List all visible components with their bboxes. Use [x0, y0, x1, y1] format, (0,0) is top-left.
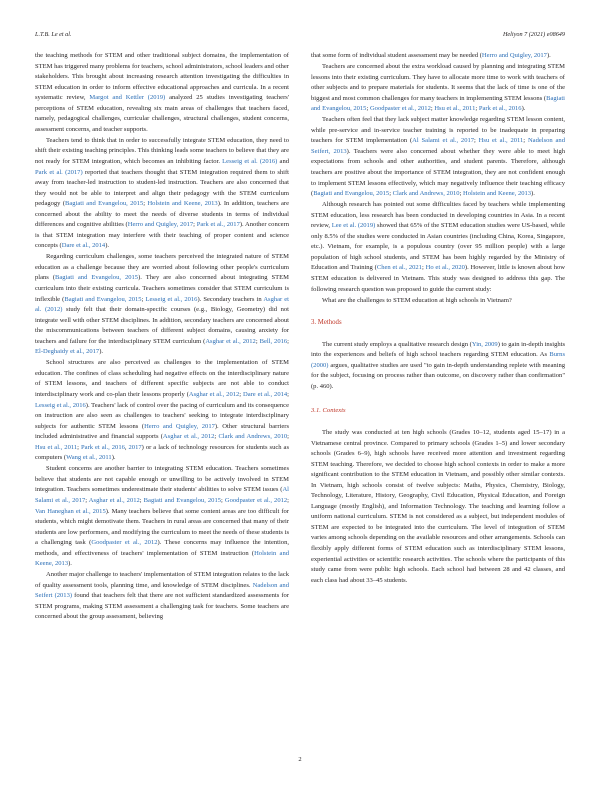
- citation-link[interactable]: Chen et al., 2021: [376, 264, 422, 272]
- citation-link[interactable]: Park et al., 2016: [81, 443, 125, 451]
- body-paragraph: The current study employs a qualitative research design (Yin, 2009) to gain in-depth insights into the experiences and beliefs of high school teachers regarding STEM education. As Burns (2000) argues, qualitative studies are used "to gain in-depth understanding replete with meaning for the subject, focusing on process rather than outcome, on discovery rather than confirmation" (p. 460).: [311, 340, 565, 390]
- citation-link[interactable]: Asghar et al., 2012: [162, 433, 215, 441]
- body-paragraph: the teaching methods for STEM and other traditional subject domains, the implementation of STEM has triggered many problems for teachers, school administrators, school leaders and other stakeholders. This brought about increasing research attention investigating the difficulties in STEM education in order to inform effective educational approaches and curricula. In a recent systematic review, Margot and Kettler (2019) analyzed 25 studies investigating teachers' perceptions of STEM education, revealing six main areas of challenges that teachers faced, namely, pedagogical challenges, curricular challenges, structural challenges, student concerns, assessment concerns, and teacher supports.: [35, 52, 289, 133]
- citation-link[interactable]: Hsu et al., 2011: [478, 137, 524, 145]
- citation-link[interactable]: Bagiati and Evangelou, 2015: [313, 190, 390, 198]
- running-head: [35, 31, 565, 43]
- citation-link[interactable]: Goodpaster et al., 2012: [224, 496, 288, 504]
- citation-link[interactable]: Holstein and Keene, 2013: [35, 549, 289, 568]
- citation-link[interactable]: Bagiati and Evangelou, 2015: [65, 200, 144, 208]
- body-paragraph: that some form of individual student assessment may be needed (Herro and Quigley, 2017).: [311, 52, 551, 59]
- contexts-body: [311, 428, 565, 586]
- citation-link[interactable]: Park et al., 2016: [478, 105, 522, 113]
- citation-link[interactable]: Asghar et al., 2012: [205, 337, 256, 345]
- methods-body: [311, 340, 565, 393]
- subsection-heading-contexts: 3.1. Contexts: [311, 407, 346, 415]
- citation-link[interactable]: Nadelson and Seifert (2013): [35, 581, 289, 600]
- body-paragraph: The study was conducted at ten high schools (Grades 10–12, students aged 15–17) in a Vietnamese central province. Compared to primary schools (Grades 1–5) and lower secondary schools (Grades 6–9), high schools have received more attention and investment regarding STEM teaching. Therefore, we decided to choose high school contexts in order to make a more significant contribution to the STEM education in Vietnam, and possibly other similar contexts. In Vietnam, high schools consist of twelve subjects: Maths, Physics, Chemistry, Biology, Technology, Literature, History, Geography, Civil Education, Physical Education, and Foreign Language (mostly English), and Information Technology. The teaching and learning follow a uniform national curriculum. STEM is not considered as a subject, but independent modules of STEM are expected to be integrated into the curriculum. The level of integration of STEM varies among schools depending on the available resources and other arrangements. Schools can flexibly apply different forms of STEM education such as interdisciplinary STEM lessons, experiential activities or scientific research activities. The schools where the participants of this study came from were public high schools. Each school had between 28 and 42 classes, and each class had about 33–45 students.: [311, 428, 565, 584]
- citation-link[interactable]: Margot and Kettler (2019): [89, 94, 166, 102]
- citation-link[interactable]: Dare et al., 2014: [61, 242, 106, 250]
- citation-link[interactable]: Ho et al., 2020: [425, 264, 465, 272]
- citation-link[interactable]: Wang et al., 2011: [66, 454, 112, 462]
- citation-link[interactable]: Goodpaster et al., 2012: [369, 105, 431, 113]
- citation-link[interactable]: Asghar et al. (2012): [35, 295, 290, 314]
- right-column-intro: [311, 51, 565, 306]
- citation-link[interactable]: Bagiati and Evangelou, 2015: [311, 94, 565, 113]
- citation-link[interactable]: Holstein and Keene, 2013: [147, 200, 218, 208]
- citation-link[interactable]: Dare et al., 2014: [242, 391, 288, 398]
- citation-link[interactable]: Bagiati and Evangelou, 2015: [143, 496, 221, 504]
- citation-link[interactable]: Holstein and Keene, 2013: [463, 190, 532, 198]
- citation-link[interactable]: Herro and Quigley, 2017: [127, 221, 194, 229]
- citation-link[interactable]: Clark and Andrews, 2010: [218, 433, 288, 441]
- citation-link[interactable]: Nadelson and Seifert, 2013: [311, 137, 565, 155]
- citation-link[interactable]: Herro and Quigley, 2017: [144, 422, 215, 430]
- citation-link[interactable]: Hsu et al., 2011: [35, 443, 78, 451]
- citation-link[interactable]: Lee et al. (2019): [331, 222, 376, 230]
- citation-link[interactable]: Lesseig et al., 2016: [145, 295, 198, 303]
- citation-link[interactable]: Burns (2000): [311, 351, 565, 369]
- body-paragraph: Teachers are concerned about the extra workload caused by planning and integrating STEM lessons into their existing curriculum. They have to allocate more time to work with teachers of other subjects and to prepare materials for students. It seems that the lack of time is one of the biggest and most common challenges for many teachers in implementing STEM lessons (Bagiati and Evangelou, 2015; Goodpaster et al., 2012; Hsu et al., 2011; Park et al., 2016).: [311, 63, 565, 113]
- body-paragraph: School structures are also perceived as challenges to the implementation of STEM education. The confines of class scheduling had negative effects on the interdisciplinary nature of STEM lessons, and teachers of different specific subjects are not able to conduct interdisciplinary work and co-plan their lessons properly (Asghar et al., 2012; Dare et al., 2014; Lesseig et al., 2016). Teachers' lack of control over the pacing of curriculum and its consequence on instruction are also seen as challenges to teachers' seeking to integrate interdisciplinary subjects for authentic STEM lessons (Herro and Quigley, 2017). Other structural barriers included administrative and financial supports (Asghar et al., 2012; Clark and Andrews, 2010; Hsu et al., 2011; Park et al., 2016, 2017) or a lack of technology resources for students such as computers (Wang et al., 2011).: [35, 359, 289, 462]
- citation-link[interactable]: Bagiati and Evangelou, 2015: [55, 274, 139, 282]
- body-paragraph: Teachers tend to think that in order to successfully integrate STEM education, they need to shift their existing teaching principles. This thinking leads some teachers to believe that they are not ready for STEM integration, which becomes an inhibiting factor. Lesseig et al. (2016) and Park et al. (2017) reported that teachers thought that STEM integration required them to shift away from teacher-led instruction to student-led instruction. Teachers are also concerned that they would not be able to interpret and align their pedagogy with the STEM curriculum pedagogy (Bagiati and Evangelou, 2015; Holstein and Keene, 2013). In addition, teachers are concerned about the ability to meet the needs of diverse students in terms of individual differences and cognitive abilities (Herro and Quigley, 2017; Park et al., 2017). Another concern is that STEM integration may interfere with their teaching of proper content and science concepts (Dare et al., 2014).: [35, 136, 290, 250]
- page-number: 2: [298, 756, 302, 763]
- citation-link[interactable]: Park et al., 2017: [196, 221, 240, 229]
- citation-link[interactable]: Al Salami et al., 2017: [412, 137, 475, 145]
- citation-link[interactable]: Lesseig et al., 2016: [35, 401, 86, 409]
- section-heading-methods: 3. Methods: [311, 319, 342, 327]
- body-paragraph: What are the challenges to STEM education at high schools in Vietnam?: [322, 296, 512, 304]
- body-paragraph: Regarding curriculum challenges, some teachers perceived the integrated nature of STEM education as a challenge because they are worried about following other people's curriculum plans (Bagiati and Evangelou, 2015). They are also concerned about integrating STEM curriculum into their existing curricula. Teachers sometimes consider that STEM curriculum is inflexible (Bagiati and Evangelou, 2015; Lesseig et al., 2016). Secondary teachers in Asghar et al. (2012) study felt that their domain-specific courses (e.g., Biology, Geometry) did not integrate well with other STEM disciplines. In addition, secondary teachers are concerned about the miscommunications between teachers of different subject domains, causing anxiety for teachers and failure for the interdisciplinary STEM curriculum (Asghar et al., 2012; Bell, 2016; El-Deghaidy et al., 2017).: [35, 253, 290, 356]
- body-paragraph: Although research has pointed out some difficulties faced by teachers while implementing STEM education, less research has been conducted in developing countries in Asia. In a recent review, Lee et al. (2019) showed that 65% of the STEM education studies were US-based, while only 8.5% of the studies were conducted in Asian countries (including China, Korea, Singapore, etc.). Vietnam, for example, is a populous country (over 95 million people) with a large population of high school students, and STEM has been highly regarded by the Ministry of Education and Training (Chen et al., 2021; Ho et al., 2020). However, little is known about how STEM education is delivered in Vietnam. This study was designed to address this gap. The following research question was proposed to guide the current study:: [311, 201, 566, 293]
- citation-link[interactable]: Bagiati and Evangelou, 2015: [64, 295, 142, 303]
- citation-link[interactable]: Van Haneghan et al., 2015: [35, 507, 106, 515]
- citation-link[interactable]: Asghar et al., 2012: [88, 496, 140, 504]
- citation-link[interactable]: Goodpaster et al., 2012: [91, 539, 158, 547]
- citation-link[interactable]: Asghar et al., 2012: [188, 391, 240, 398]
- citation-link[interactable]: El-Deghaidy et al., 2017: [35, 348, 100, 356]
- citation-link[interactable]: Al Salami et al., 2017: [35, 486, 289, 504]
- body-paragraph: Student concerns are another barrier to integrating STEM education. Teachers sometimes believe that students are not capable enough or unwilling to be actively involved in STEM integration. Teachers sometimes underestimate their students' abilities to solve STEM issues (Al Salami et al., 2017; Asghar et al., 2012; Bagiati and Evangelou, 2015; Goodpaster et al., 2012; Van Haneghan et al., 2015). Many teachers believe that some content areas are too difficult for students, which might demotivate them. Teachers in rural areas are concerned that many of their students are low performers, and modifying the curriculum to meet the needs of these students is a challenging task (Goodpaster et al., 2012). These concerns may influence the intention, methods, and effectiveness of teachers' implementation of STEM instruction (Holstein and Keene, 2013).: [35, 465, 289, 568]
- citation-link[interactable]: 2017: [128, 443, 142, 451]
- right-column: [311, 51, 565, 586]
- running-head-journal: Heliyon 7 (2021) e08649: [502, 31, 565, 38]
- citation-link[interactable]: Clark and Andrews, 2010: [392, 190, 460, 198]
- citation-link[interactable]: Yin, 2009: [471, 340, 498, 348]
- citation-link[interactable]: Bell, 2016: [259, 337, 288, 345]
- citation-link[interactable]: Lesseig et al. (2016): [222, 157, 278, 165]
- citation-link[interactable]: Herro and Quigley, 2017: [481, 52, 547, 59]
- body-paragraph: Teachers often feel that they lack subject matter knowledge regarding STEM lesson content, while pre-service and in-service teacher training is reported to be inadequate in preparing teachers for STEM implementation (Al Salami et al., 2017; Hsu et al., 2011; Nadelson and Seifert, 2013). Teachers were also concerned about whether they were able to meet high expectations from schools and other authorities, and student parents. Therefore, although teachers are positive about the importance of STEM integration, they are not confident enough to implement STEM lessons effectively, which may negatively influence their teaching efficacy (Bagiati and Evangelou, 2015; Clark and Andrews, 2010; Holstein and Keene, 2013).: [311, 116, 565, 198]
- citation-link[interactable]: Park et al. (2017): [35, 168, 83, 176]
- left-column: [35, 51, 289, 623]
- body-paragraph: Another major challenge to teachers' implementation of STEM integration relates to the lack of quality assessment tools, planning time, and knowledge of STEM disciplines. Nadelson and Seifert (2013) found that teachers felt that there are not sufficient standardized assessments for STEM programs, making STEM assessment a challenging task for teachers. Some teachers are concerned about the group assessment, believing: [35, 571, 289, 621]
- running-head-authors: L.T.B. Le et al.: [35, 31, 72, 38]
- citation-link[interactable]: Hsu et al., 2011: [434, 105, 476, 113]
